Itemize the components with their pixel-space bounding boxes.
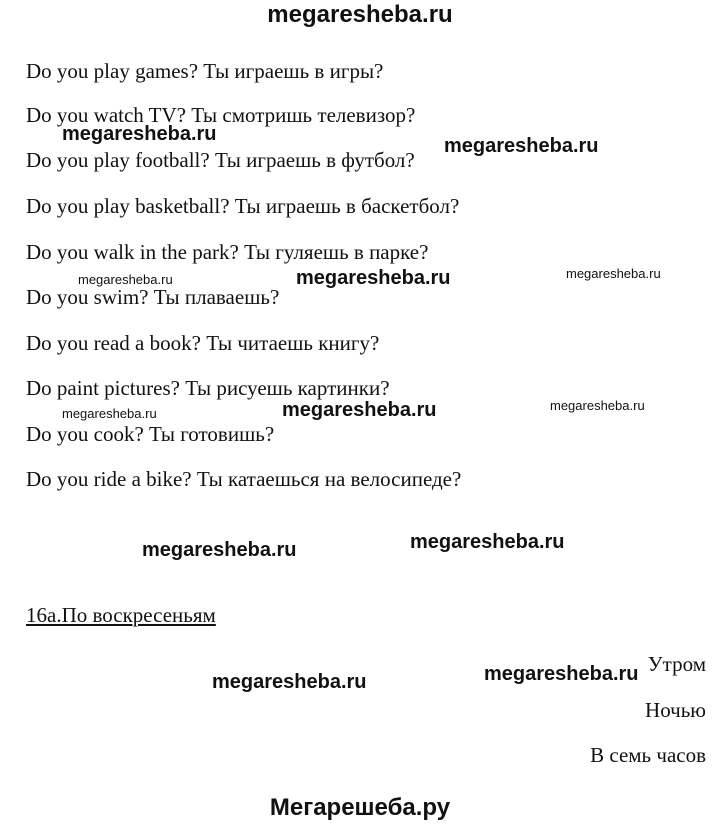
right-aligned-line: В семь часов bbox=[590, 743, 706, 767]
watermark: megaresheba.ru bbox=[142, 539, 297, 561]
watermark: megaresheba.ru bbox=[282, 399, 437, 421]
site-header: megaresheba.ru bbox=[267, 1, 453, 28]
right-aligned-line: Утром bbox=[647, 652, 706, 676]
sentence-line: Do paint pictures? Ты рисуешь картинки? bbox=[26, 376, 390, 400]
sentence-line: Do you walk in the park? Ты гуляешь в парке? bbox=[26, 240, 429, 264]
watermark: megaresheba.ru bbox=[62, 123, 217, 145]
watermark: megaresheba.ru bbox=[296, 267, 451, 289]
watermark-small: megaresheba.ru bbox=[78, 272, 173, 287]
sentence-line: Do you play games? Ты играешь в игры? bbox=[26, 59, 384, 83]
sentence-line: Do you ride a bike? Ты катаешься на велосипеде? bbox=[26, 467, 462, 491]
sentence-line: Do you swim? Ты плаваешь? bbox=[26, 285, 280, 309]
watermark-small: megaresheba.ru bbox=[550, 398, 645, 413]
sentence-line: Do you watch TV? Ты смотришь телевизор? bbox=[26, 103, 416, 127]
watermark: megaresheba.ru bbox=[212, 671, 367, 693]
watermark-small: megaresheba.ru bbox=[566, 266, 661, 281]
section-title: 16a.По воскресеньям bbox=[26, 603, 216, 627]
sentence-line: Do you play basketball? Ты играешь в баскетбол? bbox=[26, 194, 460, 218]
sentence-line: Do you play football? Ты играешь в футбол? bbox=[26, 148, 415, 172]
watermark: megaresheba.ru bbox=[484, 663, 639, 685]
sentence-line: Do you cook? Ты готовишь? bbox=[26, 422, 275, 446]
sentence-line: Do you read a book? Ты читаешь книгу? bbox=[26, 331, 380, 355]
right-aligned-line: Ночью bbox=[645, 698, 706, 722]
site-footer: Мегарешеба.ру bbox=[269, 794, 451, 821]
watermark: megaresheba.ru bbox=[444, 135, 599, 157]
watermark: megaresheba.ru bbox=[410, 531, 565, 553]
watermark-small: megaresheba.ru bbox=[62, 406, 157, 421]
